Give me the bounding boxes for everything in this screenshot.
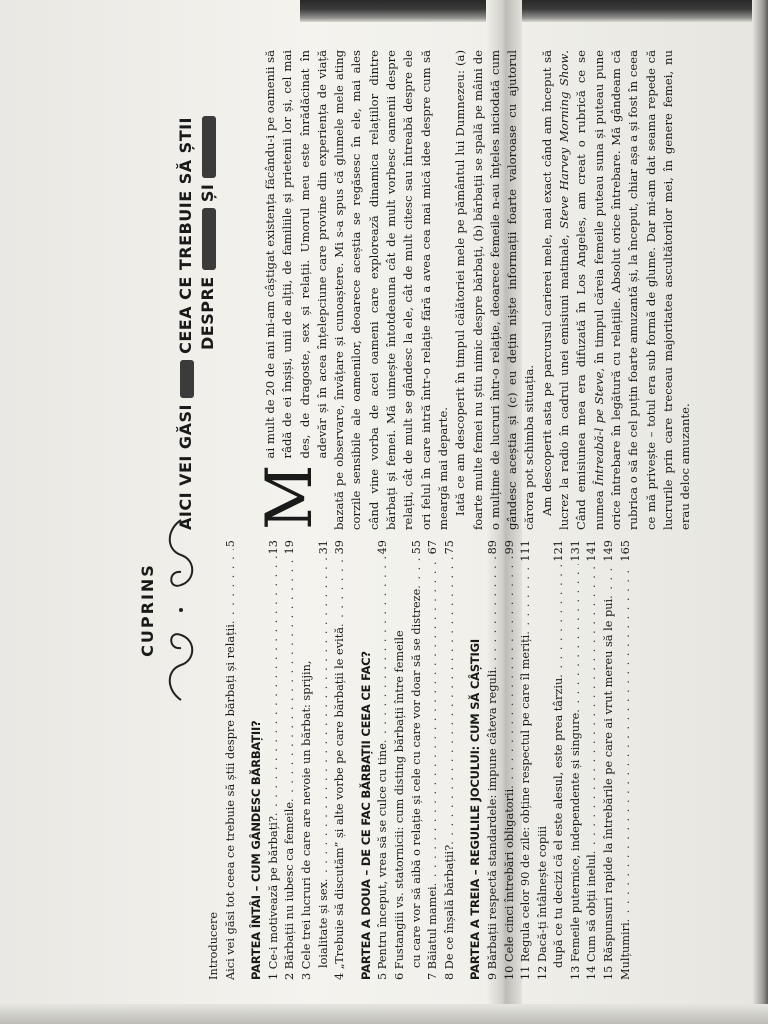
toc-entry-page: 67 xyxy=(426,540,440,555)
toc-entry-title: loialitate și sex xyxy=(316,882,330,968)
chapter-body xyxy=(253,50,694,530)
toc-entry-page: 31 xyxy=(316,540,330,555)
toc-entry-title: 11 Regula celor 90 de zile: obține respectul pe care îl meriți xyxy=(519,634,533,980)
toc-entry-title: Aici vei găsi tot ceea ce trebuie să știi despre bărbați și relații xyxy=(223,624,237,980)
toc-entry-title: 15 Răspunsuri rapide la întrebările pe care ai vrut mereu să le pui xyxy=(602,598,616,980)
toc-entry-title: Introducere xyxy=(207,911,220,980)
toc-entry-title: 14 Cum să obții inelul xyxy=(585,854,599,980)
paragraph xyxy=(253,50,452,530)
chapter-page xyxy=(176,40,736,1000)
page-edge-shadow-top xyxy=(300,0,768,22)
drop-cap: M xyxy=(253,464,327,530)
toc-entry-page: 121 xyxy=(552,540,566,562)
toc-entry-title: Mulțumiri xyxy=(618,922,632,980)
paragraph-text: ai mult de 20 de ani mi-am câștigat existența făcându-i pe oamenii să râdă de ei înșiși, unii de alții, de familiile și prietenii lor și, cel mai des, de dragoste, sex și relații. Umorul meu este înrădăcinat în adevăr și în acea înțelepciune care provine din experiența de viață bazată pe observare, învățare și cunoaștere. Mi s-a spus că glumele mele ating corzile sensibile ale oamenilor, deoarece aceștia se regăsesc în ele, mai ales când vine vorba de acei oameni care explorează dinamica relațiilor dintre bărbați și femei. Mă uimește întotdeauna cât de mult vorbesc oamenii despre relații, cât de mult se gândesc la ele, cât de mult citesc sau întreabă despre ele ori felul în care intră într-o relație fără a avea cea mai mică idee despre cum să meargă mai departe. xyxy=(263,50,450,530)
toc-entry-page: 5 xyxy=(223,540,237,548)
toc-entry-page: 165 xyxy=(618,540,632,562)
toc-entry-page: 49 xyxy=(376,540,390,555)
toc-entry-title: 8 De ce înșală bărbații? xyxy=(442,844,456,980)
toc-entry-page: 141 xyxy=(585,540,599,562)
paragraph-text: Am descoperit asta pe parcursul carierei mele, mai exact când am început să lucrez la radio în cadrul unei emisiuni matinale, xyxy=(539,50,572,530)
redacted-mark xyxy=(180,360,194,398)
chapter-heading-line-1 xyxy=(176,90,196,530)
page-edge-shadow-bottom xyxy=(0,1004,768,1024)
toc-entry-title: 2 Bărbații nu iubesc ca femeile xyxy=(283,801,297,980)
show-title: Steve Harvey Morning Show xyxy=(557,53,572,229)
paragraph: Iată ce am descoperit în timpul călătoriei mele pe pământul lui Dumnezeu: (a) foarte multe femei nu știu nimic despre bărbați, (b) bărbații se spală pe mâini de o mulțime de lucruri într-o relație, deoarece femeile n-au înțeles niciodată cum gândesc aceștia și (c) eu dețin niște informații foarte valoroase cu ajutorul cărora pot schimba situația. xyxy=(453,50,537,530)
chapter-heading-part-a: AICI VEI GĂSI xyxy=(176,404,195,530)
toc-entry-title: 7 Băiatul mamei xyxy=(426,886,440,980)
toc-entry-title: 5 Pentru început, vrea să se culce cu tine xyxy=(376,743,390,980)
redacted-mark xyxy=(202,208,216,270)
toc-entry-title: 3 Cele trei lucruri de care are nevoie un bărbat: sprijin, xyxy=(299,660,313,980)
toc-part-heading: PARTEA ÎNTÂI – CUM GÂNDESC BĂRBAȚII? xyxy=(249,720,264,980)
toc-part-heading: PARTEA A DOUA – DE CE FAC BĂRBAȚII CEEA CE FAC? xyxy=(358,651,373,980)
paragraph-text: . Când emisiunea mea era difuzată în Los Angeles, am creat o rubrică ce se numea xyxy=(557,50,606,530)
redacted-mark xyxy=(202,116,216,178)
page-edge-shadow-right xyxy=(752,0,768,1024)
chapter-heading-part-b: CEEA CE TREBUIE SĂ ȘTII xyxy=(176,116,195,354)
chapter-heading-part-d: ȘI xyxy=(198,183,217,203)
toc-entry-page: 131 xyxy=(568,540,582,562)
toc-entry-page: 75 xyxy=(442,540,456,555)
toc-entry-title: 9 Bărbații respectă standardele: impune câteva reguli xyxy=(485,669,499,980)
toc-entry-title: 1 Ce-i motivează pe bărbați? xyxy=(266,816,280,980)
toc-entry-title: 4 „Trebuie să discutăm” și alte vorbe pe care bărbații le evită xyxy=(333,626,347,980)
toc-entry-title: 13 Femeile puternice, independente și singure xyxy=(568,712,582,980)
toc-entry-page: 99 xyxy=(502,540,516,555)
chapter-heading-part-c: DESPRE xyxy=(198,276,217,350)
toc-title: CUPRINS xyxy=(138,563,157,657)
paragraph-text: , în timpul căreia femeile puteau suna și puteau pune orice întrebare în legătură cu relațiile. Absolut orice întrebare. Mă gândeam că rubrica o să fie cel puțin foarte amuzantă și, la început, chiar așa a și fost în ceea ce mă privește – totul era sub formă de glume. Dar mi-am dat seama repede că lucrurile prin care treceau majoritatea ascultătorilor mei, în genere femei, nu erau deloc amuzante. xyxy=(591,50,693,530)
toc-entry-title: 10 Cele cinci întrebări obligatorii xyxy=(502,788,516,980)
toc-part-heading: PARTEA A TREIA – REGULILE JOCULUI: CUM SĂ CÂȘTIGI xyxy=(468,639,483,980)
toc-entry-page: 149 xyxy=(602,540,616,562)
toc-entry-page: 13 xyxy=(266,540,280,555)
toc-entry-title: 6 Fustangiii vs. statornicii: cum disting bărbații între femeile xyxy=(392,630,406,980)
toc-entry-page: 111 xyxy=(519,540,533,562)
toc-entry-page: 39 xyxy=(333,540,347,555)
toc-entry-title: cu care vor să aibă o relație și cele cu care vor doar să se distreze xyxy=(409,588,423,968)
toc-entry-title: 12 Dacă-ți întâlnește copiii xyxy=(535,826,549,980)
toc-entry-page: 55 xyxy=(409,540,423,555)
chapter-heading-line-2 xyxy=(198,90,218,530)
paragraph xyxy=(539,50,695,530)
toc-entry-title: după ce tu decizi că el este alesul, este prea târziu xyxy=(552,677,566,968)
toc-entry-page: 89 xyxy=(485,540,499,555)
rubric-title: Întreabă-l pe Steve xyxy=(591,371,606,486)
toc-entry-page: 19 xyxy=(283,540,297,555)
